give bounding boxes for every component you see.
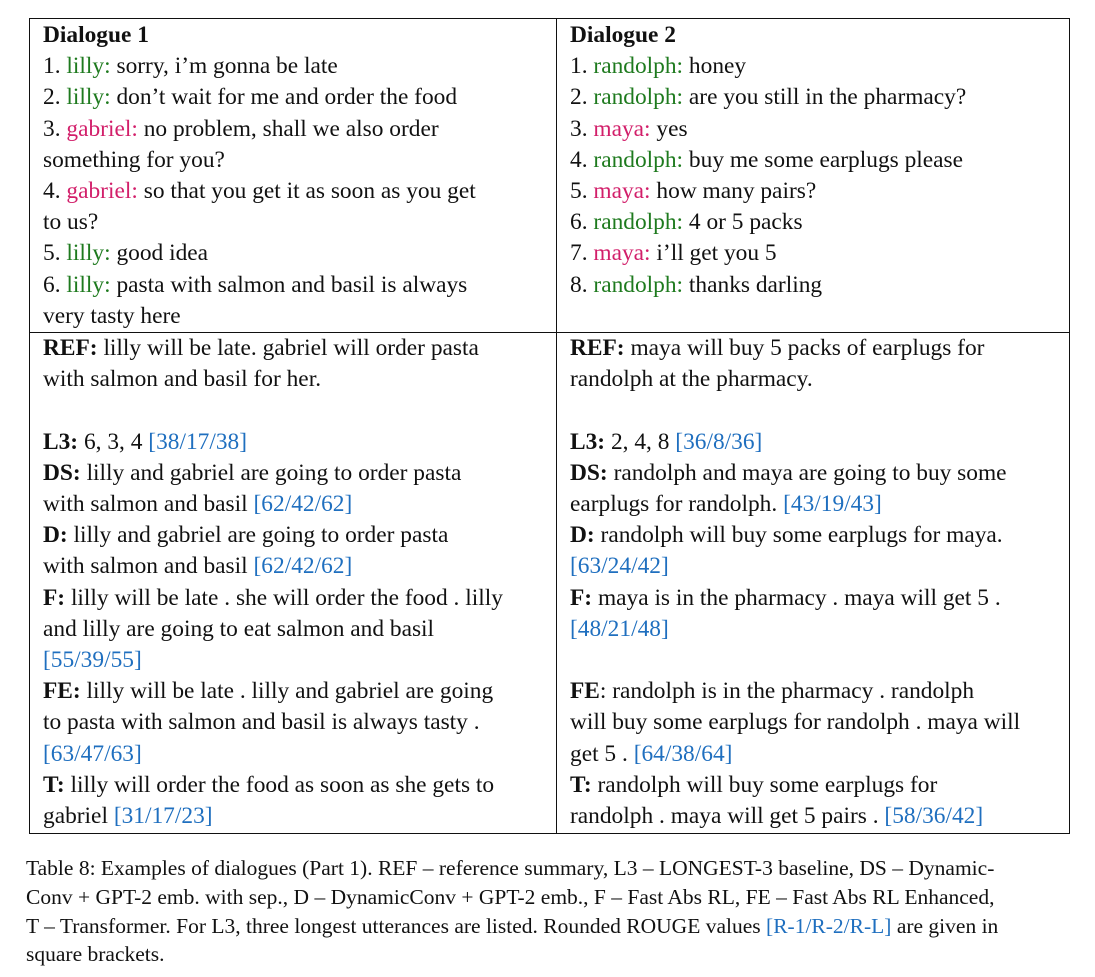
utterance-number: 5.: [43, 240, 61, 267]
utterance-number: 4.: [43, 178, 61, 205]
column-divider: [556, 19, 557, 833]
utterance-number: 1.: [43, 53, 61, 80]
utterance-number: 6.: [570, 209, 588, 236]
f-text-cont: and lilly are going to eat salmon and basil: [43, 615, 435, 642]
spacer: [570, 645, 1062, 676]
utterance-text: so that you get it as soon as you get: [143, 178, 476, 205]
dialogue-table: [29, 18, 1070, 834]
caption-line-2: Conv + GPT-2 emb. with sep., D – DynamicConv + GPT-2 emb., F – Fast Abs RL, FE – Fast Abs RL Enhanced,: [26, 884, 995, 909]
table-caption: [26, 854, 1076, 969]
t-summary-1: [43, 770, 549, 801]
speaker-name: gabriel:: [66, 115, 138, 142]
utterance-text: buy me some earplugs please: [688, 146, 964, 173]
utterance-number: 2.: [43, 84, 61, 111]
t-text: lilly will order the food as soon as she gets to: [70, 771, 495, 798]
caption-line-3-end: are given in: [891, 913, 999, 938]
utterance-number: 4.: [570, 146, 588, 173]
caption-line-1: Table 8: Examples of dialogues (Part 1). REF – reference summary, L3 – LONGEST-3 baseline, DS – Dynamic-: [26, 856, 995, 880]
speaker-name: maya:: [593, 115, 651, 142]
f-text: maya is in the pharmacy . maya will get 5 .: [597, 584, 1001, 611]
utterance-text-cont: to us?: [43, 209, 99, 236]
speaker-name: lilly:: [66, 84, 111, 111]
dialogue-2-cell: [570, 20, 1062, 301]
fe-text: lilly will be late . lilly and gabriel are going: [86, 678, 494, 705]
d-label: D:: [43, 522, 68, 549]
f-summary-2: [570, 583, 1062, 614]
utterance: [43, 114, 549, 145]
ds-summary-2: [570, 458, 1062, 489]
speaker-name: lilly:: [66, 240, 111, 267]
ds-text-cont: with salmon and basil: [43, 491, 248, 517]
utterance-text: 4 or 5 packs: [688, 209, 803, 236]
utterance: [43, 51, 549, 82]
utterance: [43, 176, 549, 207]
caption-rouge-legend: [R-1/R-2/R-L]: [766, 913, 892, 938]
speaker-name: randolph:: [593, 146, 684, 173]
t-label: T:: [570, 771, 592, 798]
l3-summary-2: [570, 427, 1062, 458]
ds-score: [62/42/62]: [253, 491, 353, 517]
t-text-cont: randolph . maya will get 5 pairs .: [570, 803, 879, 830]
l3-label: L3:: [570, 428, 606, 455]
spacer: [570, 395, 1062, 426]
spacer: [43, 395, 549, 426]
fe-score: [64/38/64]: [633, 740, 733, 767]
speaker-name: randolph:: [593, 84, 684, 111]
ds-summary-1: [43, 458, 549, 489]
summaries-1-cell: [43, 333, 549, 832]
speaker-name: maya:: [593, 240, 651, 267]
d-summary-1: [43, 520, 549, 551]
utterance: [43, 238, 549, 269]
fe-text: : randolph is in the pharmacy . randolph: [599, 678, 975, 705]
ds-text-cont: earplugs for randolph.: [570, 491, 778, 517]
fe-label: FE: [570, 678, 600, 705]
speaker-name: maya:: [593, 178, 651, 205]
utterance-number: 5.: [570, 178, 588, 205]
utterance: [570, 176, 1062, 207]
dialogue-1-title: Dialogue 1: [43, 22, 149, 48]
l3-summary-1: [43, 427, 549, 458]
speaker-name: randolph:: [593, 271, 684, 298]
utterance: [570, 114, 1062, 145]
utterance-number: 6.: [43, 271, 61, 298]
fe-text-cont: to pasta with salmon and basil is always tasty .: [43, 709, 480, 736]
utterance-text: no problem, shall we also order: [143, 115, 439, 142]
fe-text-cont-2: get 5 .: [570, 740, 628, 767]
summaries-2-cell: [570, 333, 1062, 832]
d-summary-2: [570, 520, 1062, 551]
speaker-name: randolph:: [593, 53, 684, 80]
dialogue-1-cell: [43, 20, 549, 332]
f-label: F:: [43, 584, 66, 611]
utterance: [570, 207, 1062, 238]
utterance-text: honey: [688, 53, 747, 80]
speaker-name: randolph:: [593, 209, 684, 236]
t-label: T:: [43, 771, 65, 798]
ref-label: REF:: [43, 335, 98, 361]
l3-score: [38/17/38]: [148, 428, 248, 455]
fe-label: FE:: [43, 678, 81, 705]
ref-text: maya will buy 5 packs of earplugs for: [630, 335, 985, 361]
utterance-text: sorry, i’m gonna be late: [116, 53, 338, 80]
utterance: [570, 51, 1062, 82]
utterance-number: 8.: [570, 271, 588, 298]
fe-text-cont: will buy some earplugs for randolph . maya will: [570, 709, 1021, 736]
utterance-text: yes: [656, 115, 688, 142]
f-text: lilly will be late . she will order the food . lilly: [70, 584, 503, 611]
utterance-number: 3.: [570, 115, 588, 142]
ds-label: DS:: [570, 459, 608, 486]
d-label: D:: [570, 522, 595, 549]
t-summary-2: [570, 770, 1062, 801]
l3-label: L3:: [43, 428, 79, 455]
utterance: [570, 145, 1062, 176]
caption-line-4: square brackets.: [26, 942, 165, 967]
ref-summary-1-cont: with salmon and basil for her.: [43, 366, 322, 393]
dialogue-2-lines: [570, 51, 1062, 301]
l3-text: 6, 3, 4: [83, 428, 143, 455]
t-score: [58/36/42]: [884, 803, 984, 830]
speaker-name: lilly:: [66, 271, 111, 298]
t-text: randolph will buy some earplugs for: [597, 771, 938, 798]
utterance: [570, 270, 1062, 301]
utterance-text: good idea: [116, 240, 209, 267]
utterance: [43, 270, 549, 301]
dialogue-1-lines: [43, 51, 549, 332]
ref-summary-2: [570, 333, 1062, 364]
f-label: F:: [570, 584, 593, 611]
utterance-text: thanks darling: [688, 271, 823, 298]
t-text-cont: gabriel: [43, 803, 108, 830]
utterance-text-cont: very tasty here: [43, 302, 181, 329]
f-score: [48/21/48]: [570, 615, 669, 642]
d-score: [62/42/62]: [253, 553, 353, 580]
fe-summary-2: [570, 676, 1062, 707]
d-text: lilly and gabriel are going to order pasta: [73, 522, 449, 549]
fe-score: [63/47/63]: [43, 740, 142, 767]
utterance-text: how many pairs?: [656, 178, 817, 205]
utterance-text: don’t wait for me and order the food: [116, 84, 458, 111]
utterance-text: are you still in the pharmacy?: [688, 84, 967, 111]
speaker-name: gabriel:: [66, 178, 138, 205]
d-text: randolph will buy some earplugs for maya.: [600, 522, 1003, 549]
utterance-text-cont: something for you?: [43, 146, 225, 173]
utterance: [570, 82, 1062, 113]
utterance-number: 7.: [570, 240, 588, 267]
ds-score: [43/19/43]: [783, 491, 882, 517]
d-text-cont: with salmon and basil: [43, 553, 248, 580]
utterance-number: 3.: [43, 115, 61, 142]
ref-summary-2-cont: randolph at the pharmacy.: [570, 366, 813, 393]
utterance-number: 2.: [570, 84, 588, 111]
utterance: [43, 82, 549, 113]
ds-text: lilly and gabriel are going to order pasta: [86, 459, 462, 486]
utterance: [570, 238, 1062, 269]
f-score: [55/39/55]: [43, 647, 142, 674]
l3-text: 2, 4, 8: [610, 428, 670, 455]
ref-summary-1: [43, 333, 549, 364]
f-summary-1: [43, 583, 549, 614]
dialogue-2-title: Dialogue 2: [570, 22, 676, 48]
speaker-name: lilly:: [66, 53, 111, 80]
ref-text: lilly will be late. gabriel will order pasta: [103, 335, 479, 361]
utterance-text: pasta with salmon and basil is always: [116, 271, 468, 298]
t-score: [31/17/23]: [113, 803, 213, 830]
caption-line-3: T – Transformer. For L3, three longest utterances are listed. Rounded ROUGE values: [26, 913, 767, 938]
utterance-text: i’ll get you 5: [656, 240, 777, 267]
d-score: [63/24/42]: [570, 553, 669, 580]
l3-score: [36/8/36]: [675, 428, 763, 455]
ref-label: REF:: [570, 335, 625, 361]
utterance-number: 1.: [570, 53, 588, 80]
ds-label: DS:: [43, 459, 81, 486]
fe-summary-1: [43, 676, 549, 707]
ds-text: randolph and maya are going to buy some: [613, 459, 1007, 486]
